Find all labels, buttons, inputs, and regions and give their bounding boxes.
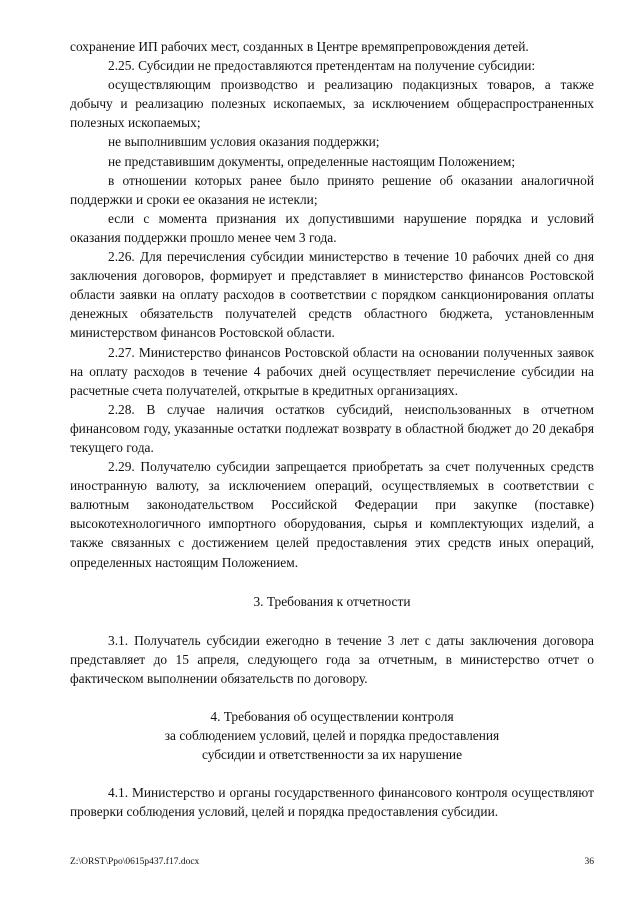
list-item-violation: если с момента признания их допустившими нарушение порядка и условий оказания поддержки прошло менее чем 3 года. xyxy=(70,210,594,245)
document-body xyxy=(70,37,594,821)
list-item-excise: осуществляющим производство и реализацию подакцизных товаров, а также добычу и реализацию полезных ископаемых, за исключением общераспространенных полезных ископаемых; xyxy=(70,77,594,131)
paragraph-continuation: сохранение ИП рабочих мест, созданных в Центре времяпрепровождения детей. xyxy=(70,39,529,54)
footer-file-path: Z:\ORST\Ppo\0615p437.f17.docx xyxy=(70,857,200,867)
paragraph-2-25: 2.25. Субсидии не предоставляются претендентам на получение субсидии: xyxy=(108,58,536,74)
section-4-heading-line-1: 4. Требования об осуществлении контроля xyxy=(210,709,454,724)
paragraph-2-26: 2.26. Для перечисления субсидии министерство в течение 10 рабочих дней со дня заключения договоров, формирует и представляет в министерство финансов Ростовской области заявки на оплату расходов в соответствии с порядком санкционирования оплаты денежных обязательств получателей средств областного бюджета, установленным министерством финансов Ростовской области. xyxy=(70,249,594,341)
paragraph-4-1: 4.1. Министерство и органы государственного финансового контроля осуществляют проверки соблюдения условий, целей и порядка предоставления субсидии. xyxy=(70,785,594,820)
section-4-heading-line-3: субсидии и ответственности за их нарушение xyxy=(201,747,463,763)
paragraph-2-27: 2.27. Министерство финансов Ростовской области на основании полученных заявок на оплату расходов в течение 4 рабочих дней осуществляет перечисление субсидии на расчетные счета получателей, открытые в кредитных организациях. xyxy=(70,344,594,398)
paragraph-2-29: 2.29. Получателю субсидии запрещается приобретать за счет полученных средств иностранную валюту, за исключением операций, осуществляемых в соответствии с валютным законодательством Российской Федерации при закупке (поставке) высокотехнологичного импортного оборудования, сырья и комплектующих изделий, а также связанных с достижением целей предоставления этих средств иных операций, определенных настоящим Положением. xyxy=(70,459,594,570)
section-4-heading-line-2: за соблюдением условий, целей и порядка предоставления xyxy=(164,728,500,744)
paragraph-2-28: 2.28. В случае наличия остатков субсидий, неиспользованных в отчетном финансовом году, указанные остатки подлежат возврату в областной бюджет до 20 декабря текущего года. xyxy=(70,401,594,455)
page-footer xyxy=(70,856,594,868)
section-3-heading: 3. Требования к отчетности xyxy=(253,593,411,609)
page-number: 36 xyxy=(584,857,594,867)
list-item-prior-support: в отношении которых ранее было принято решение об оказании аналогичной поддержки и сроки ее оказания не истекли; xyxy=(70,172,594,207)
list-item-conditions: не выполнившим условия оказания поддержки; xyxy=(108,134,380,150)
paragraph-3-1: 3.1. Получатель субсидии ежегодно в течение 3 лет с даты заключения договора представляет до 15 апреля, следующего года за отчетным, в министерство отчет о фактическом выполнении обязательств по договору. xyxy=(70,632,594,686)
list-item-documents: не представившим документы, определенные настоящим Положением; xyxy=(108,153,516,169)
